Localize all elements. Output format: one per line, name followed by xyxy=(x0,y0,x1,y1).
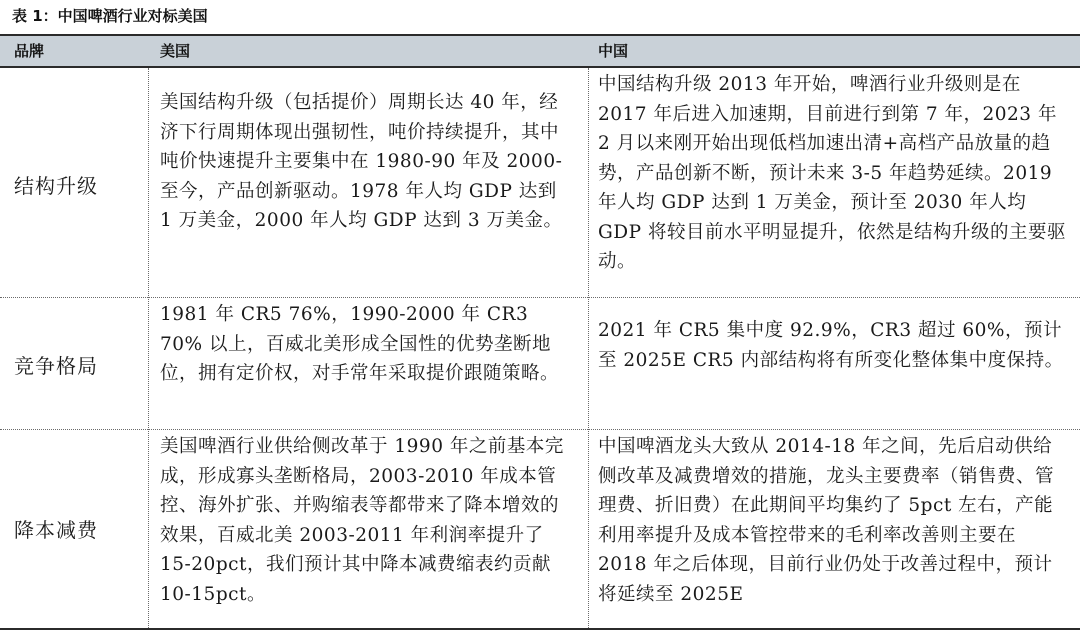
cell-us: 1981 年 CR5 76%，1990-2000 年 CR3 70% 以上，百威北美形成全国性的优势垄断地位，拥有定价权，对手常年采取提价跟随策略。 xyxy=(160,304,560,384)
header-us: 美国 xyxy=(160,42,191,60)
table-header-row xyxy=(0,36,1080,66)
header-cn: 中国 xyxy=(598,42,629,60)
column-divider xyxy=(148,68,149,628)
header-brand: 品牌 xyxy=(14,42,45,60)
column-divider xyxy=(588,68,589,628)
table-caption: 表 1：中国啤酒行业对标美国 xyxy=(12,7,208,25)
row-label: 竞争格局 xyxy=(14,354,98,378)
cell-cn: 中国结构升级 2013 年开始，啤酒行业升级则是在 2017 年后进入加速期，目前进行到第 7 年，2023 年 2 月以来刚开始出现低档加速出清+高档产品放量的趋势，产品创新不断，预计未来 3-5 年趋势延续。2019 年人均 GDP 达到 1 万美金，预计至 2030 年人均 GDP 将较目前水平明显提升，依然是结构升级的主要驱动。 xyxy=(598,74,1066,272)
row-label: 结构升级 xyxy=(14,174,98,198)
table-row xyxy=(0,430,1080,628)
cell-us: 美国啤酒行业供给侧改革于 1990 年之前基本完成，形成寡头垄断格局，2003-2010 年成本管控、海外扩张、并购缩表等都带来了降本增效的效果，百威北美 2003-2011 年利润率提升了 15-20pct，我们预计其中降本减费缩表约贡献 10-15pct。 xyxy=(160,436,564,605)
table-bottom-rule xyxy=(0,628,1080,630)
cell-us: 美国结构升级（包括提价）周期长达 40 年，经济下行周期体现出强韧性，吨价持续提升，其中吨价快速提升主要集中在 1980-90 年及 2000-至今，产品创新驱动。1978 年人均 GDP 达到 1 万美金，2000 年人均 GDP 达到 3 万美金。 xyxy=(160,92,563,231)
table-row xyxy=(0,68,1080,297)
table-row xyxy=(0,298,1080,429)
cell-cn: 2021 年 CR5 集中度 92.9%，CR3 超过 60%，预计至 2025E CR5 内部结构将有所变化整体集中度保持。 xyxy=(598,320,1064,371)
cell-cn: 中国啤酒龙头大致从 2014-18 年之间，先后启动供给侧改革及减费增效的措施，龙头主要费率（销售费、管理费、折旧费）在此期间平均集约了 5pct 左右，产能利用率提升及成本管控带来的毛利率改善则主要在 2018 年之后体现，目前行业仍处于改善过程中，预计将延续至 2025E xyxy=(598,436,1055,605)
row-label: 降本减费 xyxy=(14,518,98,542)
